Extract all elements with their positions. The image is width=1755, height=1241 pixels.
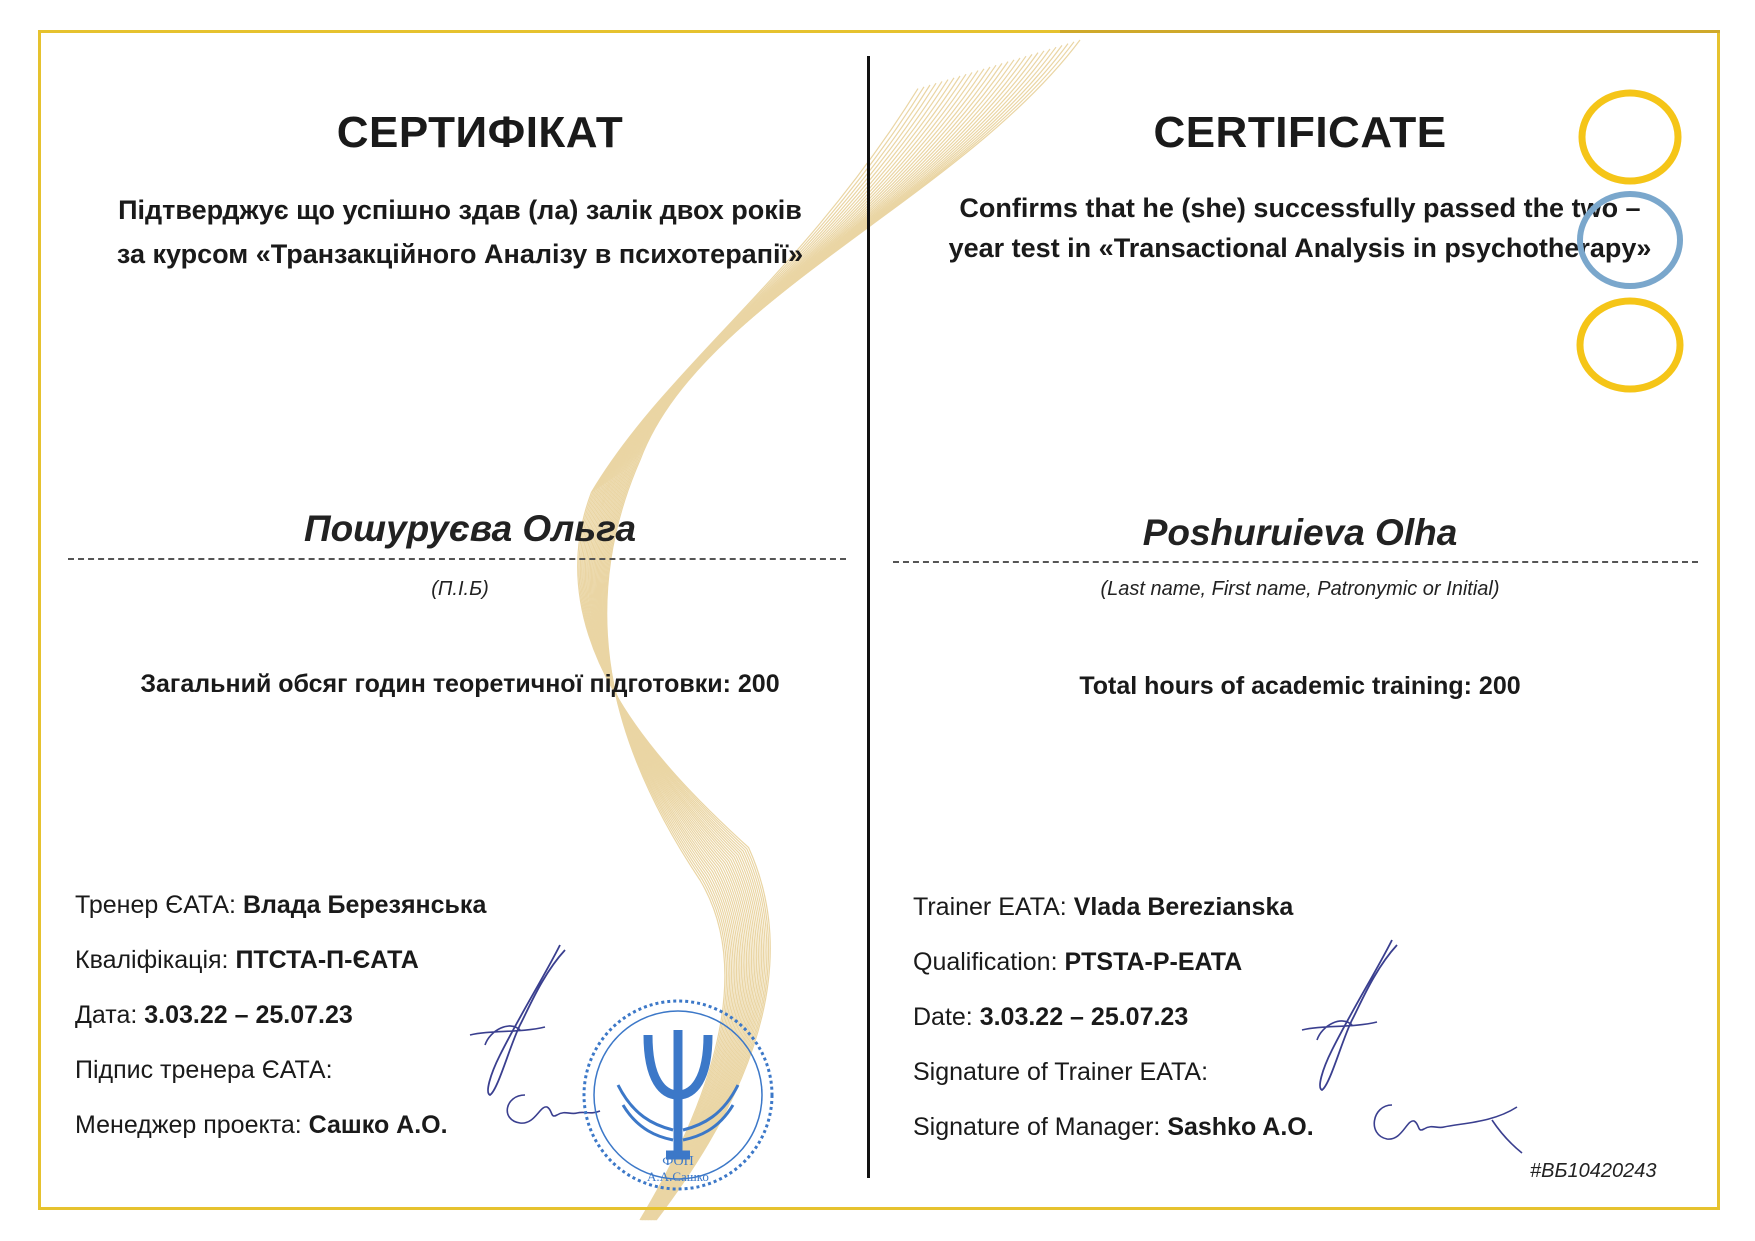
center-divider <box>867 56 870 1178</box>
left-trainer-row <box>75 878 775 933</box>
left-name-underline <box>68 558 846 560</box>
left-manager-value: Сашко А.О. <box>308 1111 448 1139</box>
left-trainer-signature <box>450 935 590 1105</box>
left-date-label: Дата: <box>75 1001 145 1029</box>
right-qualification-row <box>913 935 1613 990</box>
right-qualification-value: PTSTA-P-EATA <box>1064 948 1243 976</box>
left-qualification-row <box>75 933 775 988</box>
right-qualification-label: Qualification: <box>913 948 1065 976</box>
left-name-caption: (П.І.Б) <box>431 578 489 600</box>
right-date-label: Date: <box>913 1003 980 1031</box>
left-qualification-value: ПТСТА-П-ЄАТА <box>235 946 419 974</box>
left-qualification-label: Кваліфікація: <box>75 946 236 974</box>
right-date-row <box>913 990 1613 1045</box>
right-recipient-name: Poshuruieva Olha <box>1142 512 1458 553</box>
frame-top-accent <box>1060 30 1720 33</box>
stamp-line1: ФОП <box>662 1154 694 1169</box>
right-trainer-row <box>913 880 1613 935</box>
stamp-line2: А.А.Сашко <box>647 1169 709 1184</box>
right-name-underline <box>893 561 1698 563</box>
left-date-value: 3.03.22 – 25.07.23 <box>144 1001 353 1029</box>
right-manager-signature <box>1362 1095 1532 1160</box>
right-manager-value: Sashko A.O. <box>1167 1113 1314 1141</box>
right-title: CERTIFICATE <box>1153 108 1447 157</box>
left-intro-line1: Підтверджує що успішно здав (ла) залік двох років <box>118 195 802 225</box>
right-hours: Total hours of academic training: 200 <box>1079 672 1521 700</box>
certificate-serial: #ВБ10420243 <box>1530 1160 1657 1182</box>
rings-decoration <box>1560 80 1700 410</box>
right-date-value: 3.03.22 – 25.07.23 <box>979 1003 1189 1031</box>
right-name-caption: (Last name, First name, Patronymic or Initial) <box>1100 578 1500 600</box>
right-trainer-label: Trainer EATA: <box>913 893 1074 921</box>
right-intro-line2: year test in «Transactional Analysis in psychotherapy» <box>948 233 1652 263</box>
left-intro-line2: за курсом «Транзакційного Аналізу в психотерапії» <box>116 239 804 269</box>
left-title: СЕРТИФІКАТ <box>336 108 624 157</box>
right-manager-label: Signature of Manager: <box>913 1113 1168 1141</box>
right-trainer-value: Vlada Berezianska <box>1073 893 1294 921</box>
left-intro <box>60 188 860 276</box>
left-trainer-label: Тренер ЄАТА: <box>75 891 243 919</box>
left-signature-row: Підпис тренера ЄАТА: <box>75 1056 333 1084</box>
right-trainer-signature <box>1280 930 1420 1100</box>
left-manager-label: Менеджер проекта: <box>75 1111 309 1139</box>
left-recipient-name: Пошуруєва Ольга <box>303 508 637 549</box>
official-stamp <box>578 995 778 1195</box>
left-trainer-value: Влада Березянська <box>242 891 487 919</box>
right-intro-line1: Confirms that he (she) successfully passed the two – <box>959 193 1641 223</box>
right-signature-row: Signature of Trainer EATA: <box>913 1058 1209 1086</box>
left-hours: Загальний обсяг годин теоретичної підготовки: 200 <box>140 670 780 698</box>
